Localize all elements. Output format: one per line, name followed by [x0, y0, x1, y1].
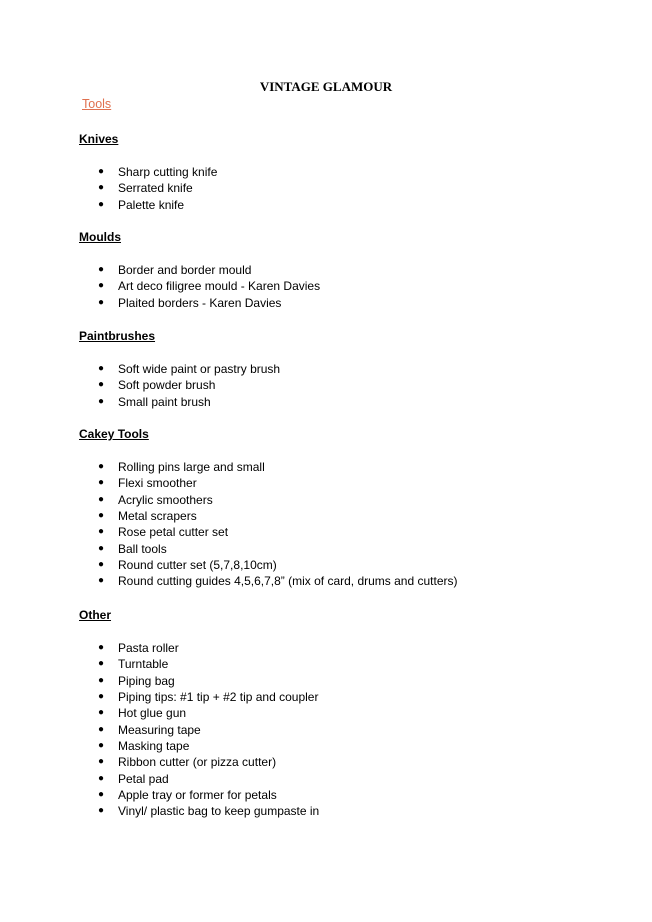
section-heading: Knives — [79, 132, 119, 146]
bullet-icon: ● — [98, 805, 105, 817]
bullet-icon: ● — [98, 658, 105, 670]
bullet-icon: ● — [98, 707, 105, 719]
list-item-text: Masking tape — [118, 739, 190, 754]
list-item-text: Acrylic smoothers — [118, 492, 213, 507]
list-item-text: Border and border mould — [118, 263, 252, 277]
list-item-text: Rolling pins large and small — [118, 460, 265, 474]
list-item-text: Palette knife — [118, 197, 185, 212]
bullet-icon: ● — [98, 526, 105, 538]
bullet-icon: ● — [98, 477, 105, 489]
list-item-text: Vinyl/ plastic bag to keep gumpaste in — [118, 804, 320, 819]
bullet-icon: ● — [98, 296, 105, 308]
bullet-icon: ● — [98, 198, 105, 210]
list-item-text: Soft wide paint or pastry brush — [118, 362, 281, 376]
section-heading: Other — [79, 608, 112, 622]
list-item-text: Apple tray or former for petals — [118, 788, 277, 803]
bullet-icon: ● — [98, 674, 105, 686]
list-item-text: Plaited borders - Karen Davies — [118, 295, 282, 310]
list-item-text: Soft powder brush — [118, 378, 216, 393]
document-title: VINTAGE GLAMOUR — [259, 79, 393, 94]
bullet-icon: ● — [98, 559, 105, 571]
bullet-icon: ● — [98, 363, 105, 374]
bullet-icon: ● — [98, 756, 105, 768]
list-item-text: Flexi smoother — [118, 476, 197, 491]
bullet-icon: ● — [98, 182, 105, 194]
list-item-text: Hot glue gun — [118, 706, 187, 721]
bullet-icon: ● — [98, 379, 105, 391]
list-item-text: Turntable — [118, 657, 169, 672]
bullet-icon: ● — [98, 723, 105, 735]
section-heading: Paintbrushes — [79, 329, 156, 343]
bullet-icon: ● — [98, 395, 105, 407]
bullet-icon: ● — [98, 642, 105, 653]
list-item-text: Ribbon cutter (or pizza cutter) — [118, 755, 277, 770]
tools-link[interactable]: Tools — [82, 97, 112, 111]
bullet-icon: ● — [98, 542, 105, 554]
list-item-text: Piping tips: #1 tip + #2 tip and coupler — [118, 690, 319, 705]
bullet-icon: ● — [98, 166, 105, 177]
bullet-icon: ● — [98, 280, 105, 292]
bullet-icon: ● — [98, 740, 105, 752]
bullet-icon: ● — [98, 691, 105, 703]
bullet-icon: ● — [98, 510, 105, 522]
list-item-text: Art deco filigree mould - Karen Davies — [118, 279, 321, 294]
list-item-text: Ball tools — [118, 541, 167, 556]
list-item-text: Metal scrapers — [118, 509, 197, 524]
section-heading: Cakey Tools — [79, 427, 149, 441]
list-item-text: Round cutting guides 4,5,6,7,8” (mix of card, drums and cutters) — [118, 574, 458, 589]
bullet-icon: ● — [98, 575, 105, 587]
bullet-icon: ● — [98, 264, 105, 275]
list-item-text: Round cutter set (5,7,8,10cm) — [118, 558, 277, 573]
list-item-text: Rose petal cutter set — [118, 525, 229, 540]
list-item-text: Sharp cutting knife — [118, 165, 218, 179]
list-item-text: Piping bag — [118, 673, 175, 688]
bullet-icon: ● — [98, 461, 105, 472]
list-item-text: Serrated knife — [118, 181, 193, 196]
bullet-icon: ● — [98, 789, 105, 801]
bullet-icon: ● — [98, 493, 105, 505]
list-item-text: Measuring tape — [118, 722, 201, 737]
list-item-text: Pasta roller — [118, 641, 179, 655]
list-item-text: Petal pad — [118, 771, 169, 786]
section-heading: Moulds — [79, 230, 121, 244]
list-item-text: Small paint brush — [118, 394, 211, 409]
bullet-icon: ● — [98, 772, 105, 784]
